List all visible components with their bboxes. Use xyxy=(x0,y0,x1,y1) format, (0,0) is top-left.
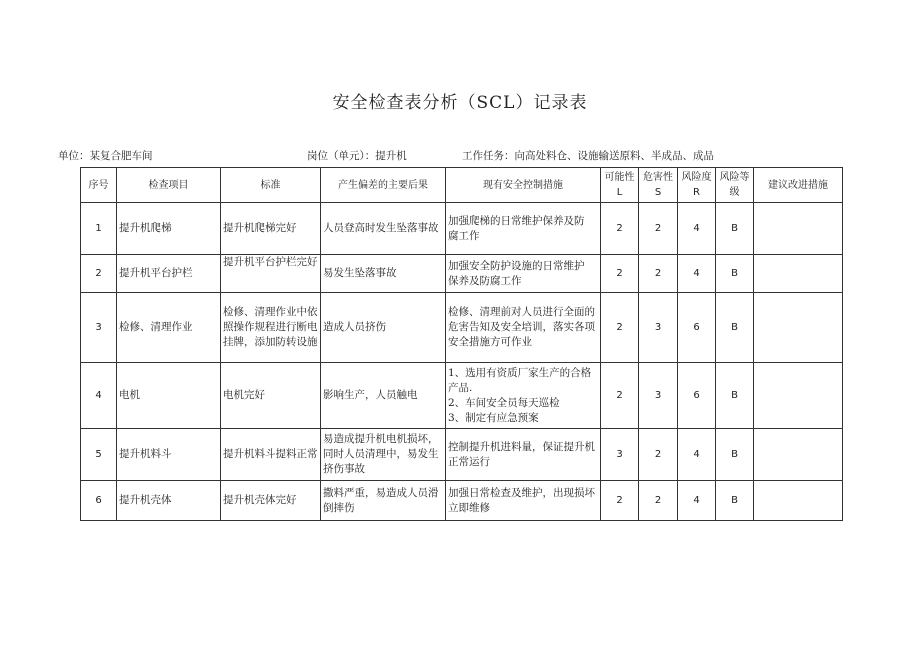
cell-severity: 2 xyxy=(639,203,678,255)
table-header-row xyxy=(81,168,843,203)
cell-likelihood: 2 xyxy=(601,481,639,521)
cell-standard: 检修、清理作业中依照操作规程进行断电挂牌，添加防转设施 xyxy=(221,293,321,363)
header-severity-top: 危害性 xyxy=(643,172,673,183)
table-row xyxy=(81,363,843,429)
header-likelihood xyxy=(601,168,639,203)
cell-risk: 6 xyxy=(678,363,716,429)
measure-line: 加强日常检查及维护，出现损坏 xyxy=(448,486,595,499)
page-title: 安全检查表分析（SCL）记录表 xyxy=(332,93,588,113)
header-risk-top: 风险度 xyxy=(681,172,712,183)
cell-likelihood: 2 xyxy=(601,255,639,293)
cell-level: B xyxy=(716,293,754,363)
header-level xyxy=(716,168,754,203)
cell-item: 提升机料斗 xyxy=(117,429,221,481)
cell-standard: 提升机爬梯完好 xyxy=(221,203,321,255)
cell-risk: 6 xyxy=(678,293,716,363)
measure-line: 加强安全防护设施的日常维护 xyxy=(448,259,585,272)
cell-severity: 2 xyxy=(639,429,678,481)
cell-item: 电机 xyxy=(117,363,221,429)
unit-label: 单位：某复合肥车间 xyxy=(58,150,153,162)
cell-likelihood: 2 xyxy=(601,203,639,255)
cell-likelihood: 2 xyxy=(601,363,639,429)
cell-seq: 2 xyxy=(81,255,117,293)
header-standard: 标准 xyxy=(221,168,321,203)
header-seq: 序号 xyxy=(81,168,117,203)
cell-item: 检修、清理作业 xyxy=(117,293,221,363)
cell-risk: 4 xyxy=(678,481,716,521)
cell-consequence: 影响生产，人员触电 xyxy=(321,363,446,429)
cell-severity: 3 xyxy=(639,363,678,429)
cell-level: B xyxy=(716,255,754,293)
cell-advice xyxy=(754,255,843,293)
cell-risk: 4 xyxy=(678,255,716,293)
measure-line: 加强爬梯的日常维护保养及防 xyxy=(448,214,585,227)
cell-level: B xyxy=(716,203,754,255)
header-advice: 建议改进措施 xyxy=(754,168,843,203)
cell-risk: 4 xyxy=(678,203,716,255)
header-level-bottom: 级 xyxy=(729,187,740,198)
cell-severity: 2 xyxy=(639,481,678,521)
table-row xyxy=(81,203,843,255)
measure-line: 产品. xyxy=(448,381,473,394)
cell-standard: 提升机料斗提料正常 xyxy=(221,429,321,481)
measure-line: 3、制定有应急预案 xyxy=(448,411,539,424)
table-row xyxy=(81,429,843,481)
cell-advice xyxy=(754,429,843,481)
cell-consequence: 易造成提升机电机损坏，同时人员清理中，易发生挤伤事故 xyxy=(321,429,446,481)
cell-advice xyxy=(754,481,843,521)
cell-seq: 4 xyxy=(81,363,117,429)
header-consequence: 产生偏差的主要后果 xyxy=(321,168,446,203)
cell-level: B xyxy=(716,363,754,429)
measure-line: 1、选用有资质厂家生产的合格 xyxy=(448,366,592,379)
header-measures: 现有安全控制措施 xyxy=(446,168,601,203)
header-item: 检查项目 xyxy=(117,168,221,203)
cell-level: B xyxy=(716,481,754,521)
post-label: 岗位（单元）：提升机 xyxy=(307,150,407,162)
cell-severity: 3 xyxy=(639,293,678,363)
measure-line: 保养及防腐工作 xyxy=(448,274,522,287)
cell-measures xyxy=(446,255,601,293)
cell-measures xyxy=(446,429,601,481)
cell-seq: 1 xyxy=(81,203,117,255)
header-severity-bottom: S xyxy=(654,187,662,198)
measure-line: 危害告知及安全培训，落实各项 xyxy=(448,321,595,333)
header-severity xyxy=(639,168,678,203)
cell-level: B xyxy=(716,429,754,481)
cell-consequence: 人员登高时发生坠落事故 xyxy=(321,203,446,255)
measure-line: 2、车间安全员每天巡检 xyxy=(448,396,560,409)
cell-severity: 2 xyxy=(639,255,678,293)
cell-item: 提升机壳体 xyxy=(117,481,221,521)
measure-line: 正常运行 xyxy=(448,455,490,468)
cell-seq: 3 xyxy=(81,293,117,363)
cell-consequence: 造成人员挤伤 xyxy=(321,293,446,363)
measure-line: 检修、清理前对人员进行全面的 xyxy=(448,306,595,318)
table-row xyxy=(81,481,843,521)
cell-consequence: 撒料严重，易造成人员滑倒摔伤 xyxy=(321,481,446,521)
cell-item: 提升机爬梯 xyxy=(117,203,221,255)
cell-consequence: 易发生坠落事故 xyxy=(321,255,446,293)
header-level-top: 风险等 xyxy=(719,172,750,183)
scl-table xyxy=(80,167,843,521)
cell-measures xyxy=(446,481,601,521)
cell-risk: 4 xyxy=(678,429,716,481)
header-risk xyxy=(678,168,716,203)
table-row xyxy=(81,255,843,293)
cell-advice xyxy=(754,293,843,363)
cell-standard: 电机完好 xyxy=(221,363,321,429)
cell-standard: 提升机平台护栏完好 xyxy=(221,255,321,293)
measure-line: 立即维修 xyxy=(448,501,490,514)
task-label: 工作任务：向高处料仓、设施输送原料、半成品、成品 xyxy=(462,150,714,162)
header-likelihood-top: 可能性 xyxy=(604,172,635,183)
header-likelihood-bottom: L xyxy=(616,187,623,198)
cell-item: 提升机平台护栏 xyxy=(117,255,221,293)
cell-likelihood: 3 xyxy=(601,429,639,481)
cell-measures xyxy=(446,293,601,363)
cell-advice xyxy=(754,203,843,255)
cell-standard: 提升机壳体完好 xyxy=(221,481,321,521)
cell-measures xyxy=(446,363,601,429)
cell-measures xyxy=(446,203,601,255)
cell-seq: 5 xyxy=(81,429,117,481)
cell-seq: 6 xyxy=(81,481,117,521)
measure-line: 腐工作 xyxy=(448,229,480,242)
cell-likelihood: 2 xyxy=(601,293,639,363)
cell-advice xyxy=(754,363,843,429)
header-risk-bottom: R xyxy=(693,187,700,198)
measure-line: 安全措施方可作业 xyxy=(448,336,532,348)
measure-line: 控制提升机进料量，保证提升机 xyxy=(448,440,595,453)
table-row xyxy=(81,293,843,363)
